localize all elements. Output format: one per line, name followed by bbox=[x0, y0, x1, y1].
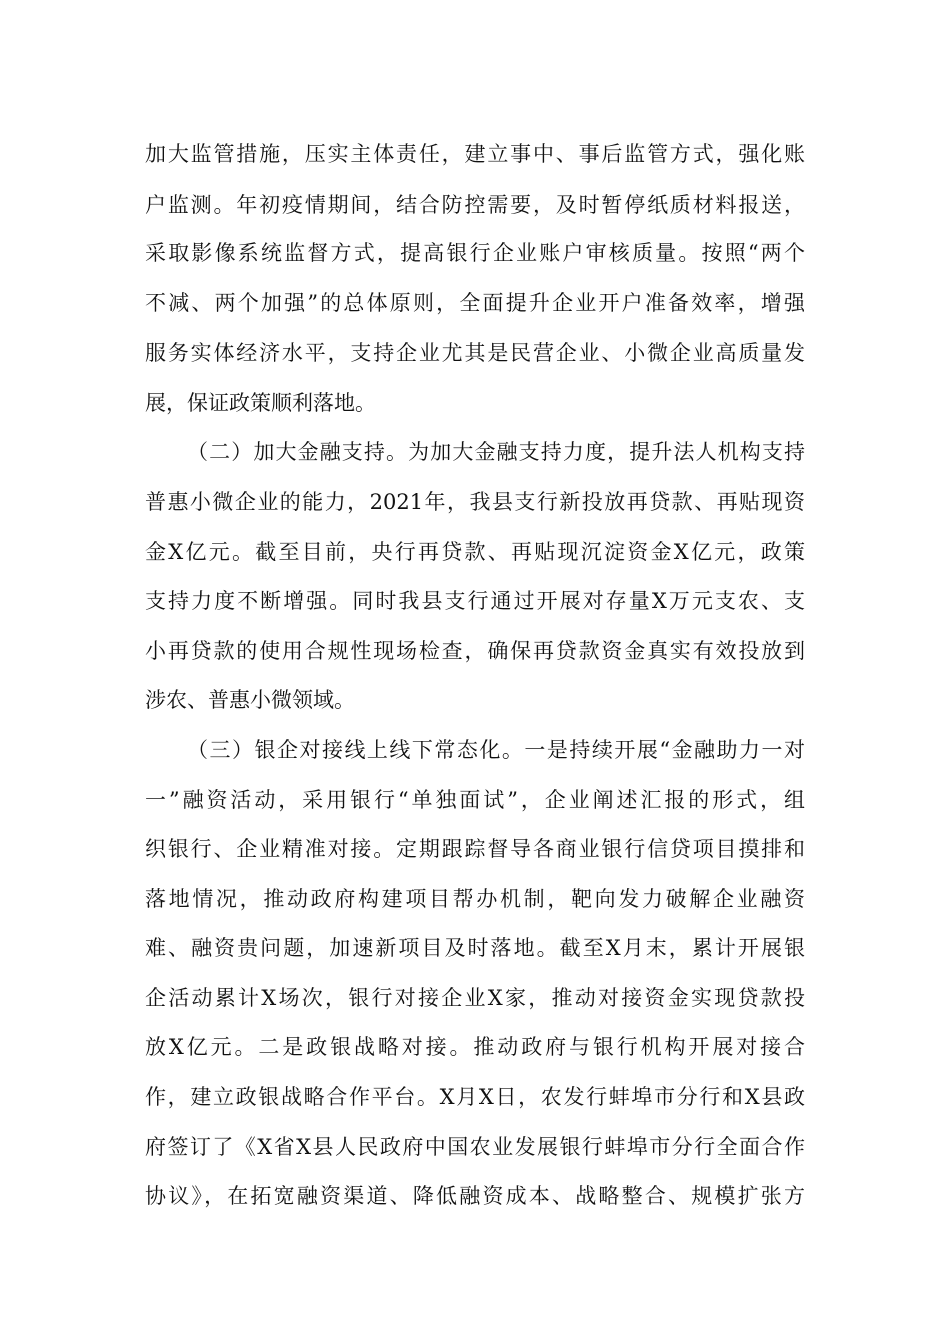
paragraph-2-line-6: 涉农、普惠小微领域。 bbox=[145, 688, 355, 712]
paragraph-1-line-3: 采取影像系统监督方式，提高银行企业账户审核质量。按照“两个 bbox=[145, 241, 805, 265]
paragraph-3-line-2: 一”融资活动，采用银行“单独面试”，企业阐述汇报的形式，组 bbox=[145, 788, 805, 812]
paragraph-1-line-5: 服务实体经济水平，支持企业尤其是民营企业、小微企业高质量发 bbox=[145, 341, 805, 365]
paragraph-2-line-2: 普惠小微企业的能力，2021年，我县支行新投放再贷款、再贴现资 bbox=[145, 490, 805, 514]
paragraph-3-line-5: 难、融资贵问题，加速新项目及时落地。截至X月末，累计开展银 bbox=[145, 936, 805, 960]
paragraph-3-line-10: 协议》，在拓宽融资渠道、降低融资成本、战略整合、规模扩张方 bbox=[145, 1184, 805, 1208]
paragraph-1-line-4: 不减、两个加强”的总体原则，全面提升企业开户准备效率，增强 bbox=[145, 291, 805, 315]
paragraph-3-line-1: （三）银企对接线上线下常态化。一是持续开展“金融助力一对 bbox=[187, 738, 805, 762]
paragraph-1-line-6: 展，保证政策顺利落地。 bbox=[145, 391, 376, 415]
paragraph-2-line-5: 小再贷款的使用合规性现场检查，确保再贷款资金真实有效投放到 bbox=[145, 639, 805, 663]
paragraph-3-line-4: 落地情况，推动政府构建项目帮办机制，靶向发力破解企业融资 bbox=[145, 887, 805, 911]
paragraph-1-line-2: 户监测。年初疫情期间，结合防控需要，及时暂停纸质材料报送， bbox=[145, 193, 805, 217]
paragraph-3-line-8: 作，建立政银战略合作平台。X月X日，农发行蚌埠市分行和X县政 bbox=[145, 1085, 805, 1109]
paragraph-3-line-3: 织银行、企业精准对接。定期跟踪督导各商业银行信贷项目摸排和 bbox=[145, 837, 805, 861]
paragraph-3-line-9: 府签订了《X省X县人民政府中国农业发展银行蚌埠市分行全面合作 bbox=[145, 1135, 805, 1159]
paragraph-3-line-7: 放X亿元。二是政银战略对接。推动政府与银行机构开展对接合 bbox=[145, 1035, 805, 1059]
paragraph-2-line-4: 支持力度不断增强。同时我县支行通过开展对存量X万元支农、支 bbox=[145, 589, 805, 613]
paragraph-1-line-1: 加大监管措施，压实主体责任，建立事中、事后监管方式，强化账 bbox=[145, 142, 805, 166]
paragraph-2-line-3: 金X亿元。截至目前，央行再贷款、再贴现沉淀资金X亿元，政策 bbox=[145, 540, 805, 564]
paragraph-3-line-6: 企活动累计X场次，银行对接企业X家，推动对接资金实现贷款投 bbox=[145, 986, 805, 1010]
paragraph-2-line-1: （二）加大金融支持。为加大金融支持力度，提升法人机构支持 bbox=[187, 440, 805, 464]
